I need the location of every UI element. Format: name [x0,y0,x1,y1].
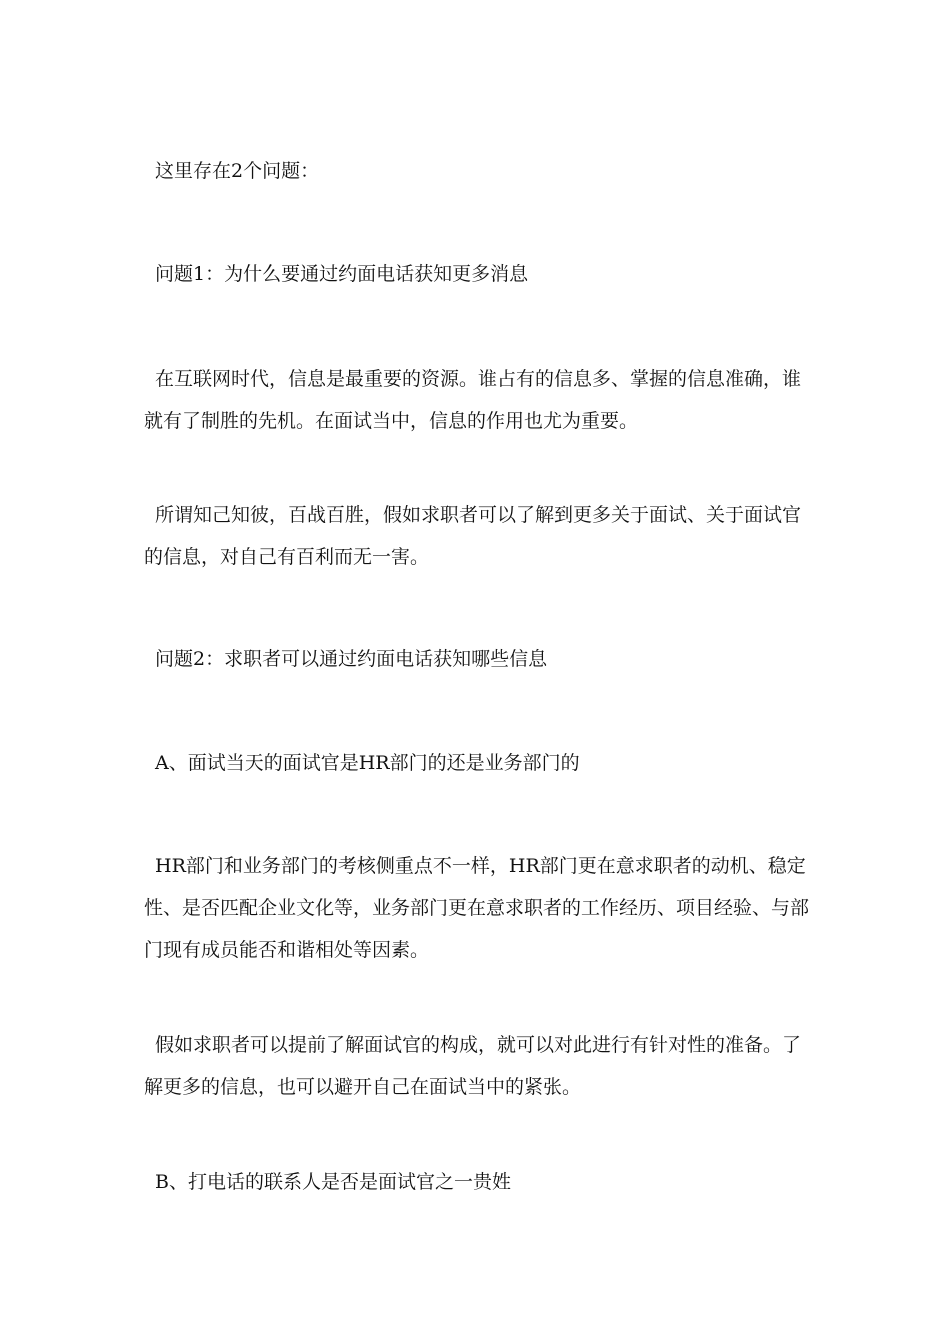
point-a-heading: A、面试当天的面试官是HR部门的还是业务部门的 [155,752,580,774]
body-paragraph: 所谓知己知彼，百战百胜，假如求职者可以了解到更多关于面试、关于面试官的信息，对自己有百利而无一害。 [144,504,802,568]
question-2-heading: 问题2：求职者可以通过约面电话获知哪些信息 [155,648,548,670]
body-paragraph: 在互联网时代，信息是最重要的资源。谁占有的信息多、掌握的信息准确，谁就有了制胜的先机。在面试当中，信息的作用也尤为重要。 [144,368,802,432]
intro-paragraph: 这里存在2个问题： [155,160,320,182]
point-b-heading: B、打电话的联系人是否是面试官之一贵姓 [155,1171,511,1193]
body-paragraph: 假如求职者可以提前了解面试官的构成，就可以对此进行有针对性的准备。了解更多的信息，也可以避开自己在面试当中的紧张。 [144,1034,802,1098]
body-paragraph: HR部门和业务部门的考核侧重点不一样，HR部门更在意求职者的动机、稳定性、是否匹配企业文化等，业务部门更在意求职者的工作经历、项目经验、与部门现有成员能否和谐相处等因素。 [144,855,810,961]
question-1-heading: 问题1：为什么要通过约面电话获知更多消息 [155,263,529,285]
